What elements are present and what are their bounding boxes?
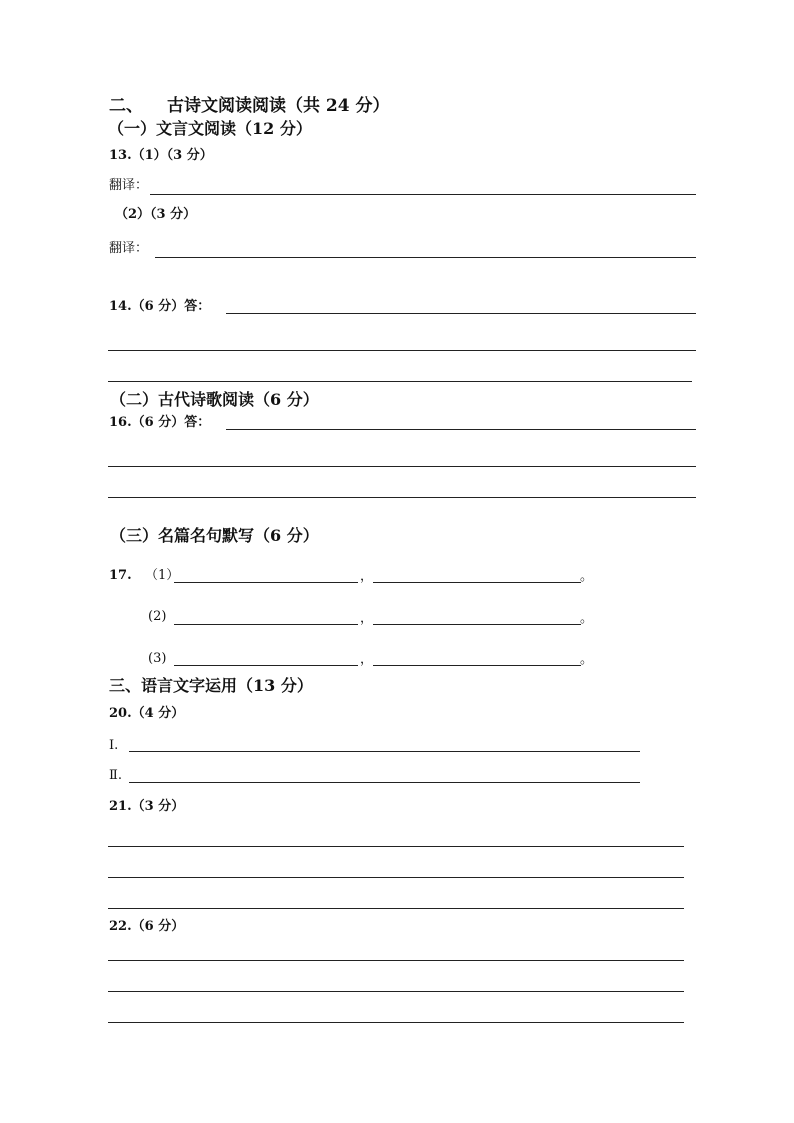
part-3-heading: （三）名篇名句默写（6 分）	[110, 526, 319, 545]
q14-answer-line-1[interactable]	[226, 313, 696, 314]
part-2-heading: （二）古代诗歌阅读（6 分）	[110, 390, 319, 409]
q17-item-1-label: （1）	[145, 568, 180, 583]
q17-item-2-label: (2)	[148, 609, 167, 624]
q17-2-blank-a[interactable]	[174, 624, 358, 625]
q20-label: 20.（4 分）	[109, 706, 185, 721]
q16-label: 16.（6 分）答：	[109, 415, 211, 430]
q17-3-period: 。	[580, 652, 594, 667]
q17-1-blank-a[interactable]	[174, 582, 358, 583]
q17-3-blank-a[interactable]	[174, 665, 358, 666]
q22-label: 22.（6 分）	[109, 919, 185, 934]
q20-item-1-label: Ⅰ.	[109, 738, 119, 753]
q16-answer-line-2[interactable]	[108, 466, 696, 467]
q20-2-answer-line[interactable]	[129, 782, 640, 783]
q13-1-translate-label: 翻译：	[109, 178, 149, 193]
section-2-title: 古诗文阅读阅读（共 24 分）	[167, 96, 390, 116]
q17-1-blank-b[interactable]	[373, 582, 581, 583]
q14-answer-line-3[interactable]	[108, 381, 692, 382]
q17-2-blank-b[interactable]	[373, 624, 581, 625]
q17-1-comma: ，	[360, 569, 374, 584]
q16-answer-line-1[interactable]	[226, 429, 696, 430]
q17-3-blank-b[interactable]	[373, 665, 581, 666]
q13-label: 13.（1）（3 分）	[109, 148, 213, 163]
q21-label: 21.（3 分）	[109, 799, 185, 814]
q22-answer-line-1[interactable]	[108, 960, 684, 961]
q13-2-translate-label: 翻译：	[109, 241, 149, 256]
q22-answer-line-2[interactable]	[108, 991, 684, 992]
part-1-heading: （一）文言文阅读（12 分）	[108, 119, 312, 138]
q16-answer-line-3[interactable]	[108, 497, 696, 498]
q13-1-answer-line[interactable]	[150, 194, 696, 195]
q20-1-answer-line[interactable]	[129, 751, 640, 752]
q14-answer-line-2[interactable]	[108, 350, 696, 351]
section-2-number: 二、	[109, 96, 143, 116]
q21-answer-line-3[interactable]	[108, 908, 684, 909]
q14-label: 14.（6 分）答：	[109, 299, 211, 314]
q21-answer-line-2[interactable]	[108, 877, 684, 878]
q21-answer-line-1[interactable]	[108, 846, 684, 847]
q17-number: 17.	[109, 568, 132, 583]
q17-2-comma: ，	[360, 611, 374, 626]
q17-3-comma: ，	[360, 652, 374, 667]
q13-2-answer-line[interactable]	[155, 257, 696, 258]
q17-1-period: 。	[580, 569, 594, 584]
q22-answer-line-3[interactable]	[108, 1022, 684, 1023]
q13-2-label: （2）（3 分）	[115, 207, 197, 222]
section-3-title: 三、语言文字运用（13 分）	[109, 676, 313, 695]
q17-2-period: 。	[580, 611, 594, 626]
q17-item-3-label: (3)	[148, 651, 167, 666]
q20-item-2-label: Ⅱ.	[109, 768, 122, 783]
